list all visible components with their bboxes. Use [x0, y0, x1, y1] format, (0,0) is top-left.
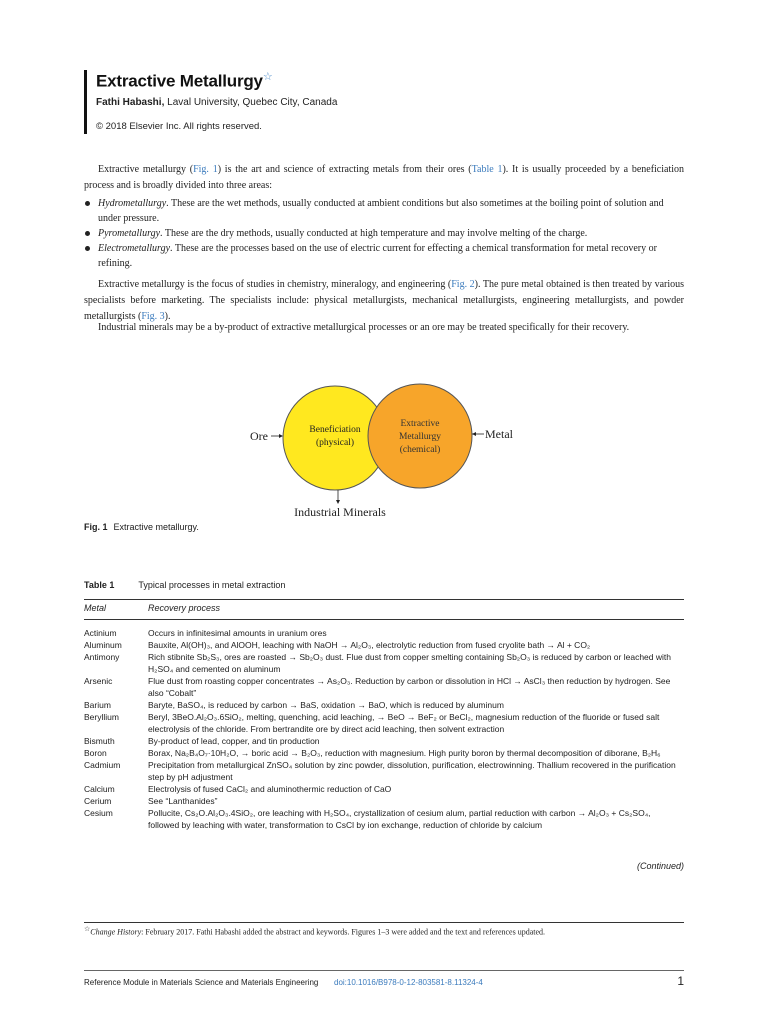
copyright-notice: © 2018 Elsevier Inc. All rights reserved.	[96, 121, 262, 132]
table-cell-process: Bauxite, Al(OH)₃, and AlOOH, leaching with NaOH → Al₂O₃, electrolytic reduction from fused cryolite bath → Al + CO₂	[148, 640, 591, 650]
table-cell-metal: Cerium	[84, 796, 112, 806]
para2-text-c: ).	[164, 311, 171, 322]
footnote-text: : February 2017. Fathi Habashi added the abstract and keywords. Figures 1–3 were added and the text and references updated.	[141, 927, 546, 937]
bullet-icon	[85, 201, 90, 206]
table-cell-process: See “Lanthanides”	[148, 796, 218, 806]
bullet-term: Hydrometallurgy	[98, 198, 167, 209]
table-caption-label: Table 1	[84, 580, 115, 590]
table-row	[84, 735, 684, 747]
table-cell-process: Precipitation from metallurgical ZnSO₄ solution by zinc powder, dissolution, purification, electrowinning. Thallium recovered in the purification step by pH adjustment	[148, 760, 676, 782]
table-header-metal: Metal	[84, 603, 107, 613]
table-row	[84, 627, 684, 639]
bullet-icon	[85, 246, 90, 251]
intro-text-b: ) is the art and science of extracting metals from their ores (	[217, 164, 472, 175]
page-number: 1	[677, 974, 684, 988]
intro-paragraph	[84, 162, 684, 194]
change-history-footnote	[84, 925, 684, 937]
fig3-link[interactable]: Fig. 3	[141, 311, 165, 322]
table-cell-process: By-product of lead, copper, and tin production	[148, 736, 320, 746]
change-history-star-link[interactable]: ☆	[262, 71, 273, 83]
table-cell-metal: Arsenic	[84, 676, 113, 686]
industrial-minerals-arrowhead	[336, 500, 340, 504]
table-cell-metal: Calcium	[84, 784, 115, 794]
para3-text: Industrial minerals may be a by-product of extractive metallurgical processes or an ore may be treated specifically for their recovery.	[98, 322, 630, 333]
paragraph-3	[84, 320, 684, 336]
table-cell-metal: Boron	[84, 748, 107, 758]
fig1-link[interactable]: Fig. 1	[193, 164, 218, 175]
para2-text-a: Extractive metallurgy is the focus of studies in chemistry, mineralogy, and engineering (	[98, 279, 452, 290]
author-name: Fathi Habashi,	[96, 97, 165, 108]
table-row	[84, 783, 684, 795]
table-cell-process: Electrolysis of fused CaCl₂ and aluminothermic reduction of CaO	[148, 784, 392, 794]
table-cell-process: Flue dust from roasting copper concentrates → As₂O₃. Reduction by carbon or dissolution in HCl → AsCl₃ then reduction by hydrogen. See also “Cobalt”	[148, 676, 671, 698]
industrial-minerals-label: Industrial Minerals	[294, 505, 386, 519]
table-row	[84, 795, 684, 807]
footnote-label: Change History	[90, 927, 142, 937]
figure-caption	[84, 522, 199, 532]
author-affiliation: Laval University, Quebec City, Canada	[164, 97, 338, 108]
extractive-label-line3: (chemical)	[399, 445, 441, 455]
ore-arrowhead	[279, 434, 283, 438]
table-cell-metal: Barium	[84, 700, 111, 710]
intro-text-a: Extractive metallurgy (	[98, 164, 194, 175]
para2-text-b: ). The pure metal obtained is then treated by various specialists before marketing. The specialists include: physical metallurgists, mechanical metallurgists, engineering metallurgists, and powder metallurgists (	[84, 279, 685, 322]
beneficiation-label: Beneficiation	[309, 425, 361, 435]
table-row	[84, 759, 684, 783]
metal-arrowhead	[472, 432, 476, 436]
ore-label: Ore	[250, 429, 268, 443]
table-cell-metal: Antimony	[84, 652, 120, 662]
table-body	[84, 627, 684, 831]
author-line	[96, 97, 337, 108]
list-item	[84, 226, 684, 241]
footnote-star: ☆	[84, 925, 91, 933]
table-cell-process: Occurs in infinitesimal amounts in uranium ores	[148, 628, 327, 638]
intro-text-c: ). It is usually proceeded by a beneficiation process and is broadly divided into three areas:	[84, 164, 685, 191]
bullet-text: . These are the dry methods, usually conducted at high temperature and may involve melting of the charge.	[160, 228, 588, 239]
table-cell-metal: Actinium	[84, 628, 117, 638]
table-cell-metal: Cesium	[84, 808, 113, 818]
table-header-process: Recovery process	[148, 603, 221, 613]
table-cell-metal: Aluminum	[84, 640, 122, 650]
table-cell-process: Rich stibnite Sb₂S₃, ores are roasted → Sb₂O₃ dust. Flue dust from copper smelting containing Sb₂O₃ is reduced by carbon or leached with H₂SO₄ and cemented on aluminum	[148, 652, 671, 674]
table-row	[84, 711, 684, 735]
footer-journal: Reference Module in Materials Science and Materials Engineering	[84, 978, 319, 987]
table-cell-process: Borax, Na₂B₄O₇·10H₂O, → boric acid → B₂O₃, reduction with magnesium. High purity boron by thermal decomposition of diborane, B₂H₆	[148, 748, 661, 758]
table-row	[84, 675, 684, 699]
table-cell-metal: Bismuth	[84, 736, 115, 746]
bullet-term: Electrometallurgy	[98, 243, 171, 254]
table-cell-metal: Beryllium	[84, 712, 119, 722]
bullet-term: Pyrometallurgy	[98, 228, 161, 239]
article-title-text: Extractive Metallurgy	[96, 71, 263, 91]
table-header-rule	[84, 619, 684, 620]
extractive-metallurgy-diagram	[240, 380, 540, 520]
footer-doi-link[interactable]: doi:10.1016/B978-0-12-803581-8.11324-4	[334, 978, 483, 987]
table-row	[84, 807, 684, 831]
table-row	[84, 747, 684, 759]
table-cell-process: Pollucite, Cs₂O.Al₂O₃.4SiO₂, ore leaching with H₂SO₄, crystallization of cesium alum, partial reduction with carbon → Al₂O₃ + Cs₂SO₄, followed by leaching with water, transformation to CsCl by ion exchange, reduction of chloride by calcium	[148, 808, 651, 830]
paragraph-2	[84, 277, 684, 325]
bullet-icon	[85, 231, 90, 236]
bullet-text: . These are the processes based on the use of electric current for effecting a chemical transformation for metal recovery or refining.	[98, 243, 657, 269]
footnote-rule	[84, 922, 684, 923]
figure-caption-label: Fig. 1	[84, 522, 108, 532]
fig2-link[interactable]: Fig. 2	[451, 279, 475, 290]
table-row	[84, 651, 684, 675]
extractive-label-line1: Extractive	[400, 419, 440, 429]
beneficiation-sublabel: (physical)	[316, 438, 354, 448]
figure-caption-text: Extractive metallurgy.	[113, 522, 199, 532]
method-bullet-list	[84, 196, 684, 271]
table-caption-text: Typical processes in metal extraction	[138, 580, 286, 590]
footer-rule	[84, 970, 684, 971]
list-item	[84, 196, 684, 226]
table1-link[interactable]: Table 1	[471, 164, 503, 175]
table-top-rule	[84, 599, 684, 600]
table-continued-note: (Continued)	[636, 861, 684, 871]
table-caption	[84, 580, 285, 590]
table-cell-process: Baryte, BaSO₄, is reduced by carbon → BaS, oxidation → BaO, which is reduced by aluminum	[148, 700, 504, 710]
metal-label: Metal	[485, 427, 513, 441]
table-row	[84, 639, 684, 651]
title-accent-bar	[84, 70, 87, 134]
list-item	[84, 241, 684, 271]
extractive-label-line2: Metallurgy	[398, 432, 442, 442]
table-cell-metal: Cadmium	[84, 760, 121, 770]
table-row	[84, 699, 684, 711]
table-cell-process: Beryl, 3BeO.Al₂O₃.6SiO₂, melting, quenching, acid leaching, → BeO → BeF₂ or BeCl₂, magnesium reduction of the fluoride or fused salt electrolysis of the chloride. From bertrandite ore by direct acid leaching, then solvent extraction	[148, 712, 660, 734]
article-title	[96, 70, 273, 92]
bullet-text: . These are the wet methods, usually conducted at ambient conditions but also sometimes at the boiling point of solution and under pressure.	[98, 198, 664, 224]
